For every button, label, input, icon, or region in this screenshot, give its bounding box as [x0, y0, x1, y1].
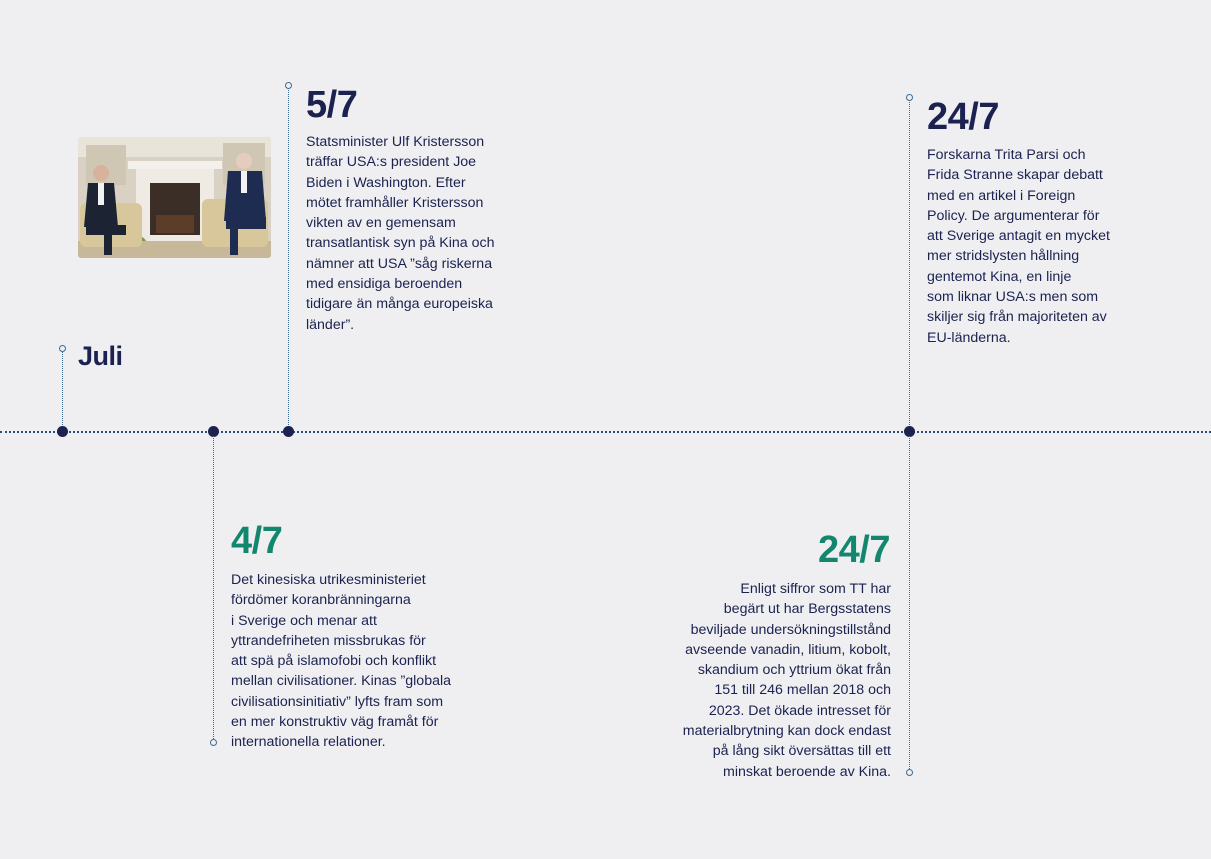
text-line: 151 till 246 mellan 2018 och — [714, 682, 891, 699]
text-line: Frida Stranne skapar debatt — [927, 167, 1103, 184]
text-line: 2023. Det ökade intresset för — [708, 702, 891, 719]
text-line: länder”. — [306, 316, 355, 333]
text-line: nämner att USA ”såg riskerna — [306, 255, 493, 272]
text-line: tidigare än många europeiska — [306, 296, 493, 313]
text-line: minskat beroende av Kina. — [723, 763, 891, 780]
text-line: mötet framhåller Kristersson — [306, 194, 484, 211]
text-line: att Sverige antagit en mycket — [927, 228, 1110, 245]
timeline-dot — [57, 426, 68, 437]
event-description — [927, 145, 1110, 348]
connector-line — [213, 436, 214, 739]
text-line: vikten av en gemensam — [306, 215, 456, 232]
ring-marker — [906, 94, 913, 101]
text-line: transatlantisk syn på Kina och — [306, 235, 495, 252]
text-line: EU-länderna. — [927, 329, 1011, 346]
ring-marker — [285, 82, 292, 89]
event-date: 4/7 — [231, 520, 283, 562]
text-line: civilisationsinitiativ” lyfts fram som — [231, 693, 444, 710]
text-line: Enligt siffror som TT har — [740, 581, 891, 597]
text-line: mer stridslysten hållning — [927, 248, 1080, 265]
text-line: avseende vanadin, litium, kobolt, — [685, 641, 891, 658]
text-line: att spä på islamofobi och konflikt — [231, 653, 437, 670]
ring-marker — [59, 345, 66, 352]
ring-marker — [906, 769, 913, 776]
text-line: mellan civilisationer. Kinas ”globala — [231, 673, 452, 690]
text-line: med ensidiga beroenden — [306, 276, 463, 293]
text-line: skiljer sig från majoriteten av — [927, 309, 1107, 326]
text-line: internationella relationer. — [231, 734, 386, 751]
timeline-axis — [0, 431, 1211, 433]
text-line: fördömer koranbränningarna — [231, 592, 411, 609]
connector-line — [909, 436, 910, 769]
meeting-photo — [78, 137, 271, 258]
text-line: materialbrytning kan dock endast — [682, 723, 891, 740]
text-line: en mer konstruktiv väg framåt för — [231, 714, 439, 731]
text-line: Forskarna Trita Parsi och — [927, 147, 1086, 163]
text-line: Statsminister Ulf Kristersson — [306, 134, 485, 150]
text-line: gentemot Kina, en linje — [927, 268, 1072, 285]
event-date: 5/7 — [306, 84, 358, 126]
text-line: yttrandefriheten missbrukas för — [231, 632, 426, 649]
text-line: begärt ut har Bergsstatens — [723, 601, 891, 618]
event-date: 24/7 — [927, 96, 999, 138]
text-line: i Sverige och menar att — [231, 612, 377, 629]
text-line: Policy. De argumenterar för — [927, 207, 1100, 224]
event-description — [231, 570, 451, 753]
connector-line — [288, 90, 289, 431]
text-line: beviljade undersökningstillstånd — [690, 621, 891, 638]
text-line: på lång sikt översättas till ett — [712, 743, 891, 760]
text-line: med en artikel i Foreign — [927, 187, 1076, 204]
event-description — [590, 579, 891, 782]
month-label: Juli — [78, 341, 123, 371]
event-date: 24/7 — [818, 529, 890, 571]
text-line: träffar USA:s president Joe — [306, 154, 477, 171]
event-description — [306, 132, 494, 335]
text-line: Det kinesiska utrikesministeriet — [231, 572, 426, 588]
text-line: Biden i Washington. Efter — [306, 174, 466, 191]
timeline-dot — [283, 426, 294, 437]
ring-marker — [210, 739, 217, 746]
text-line: skandium och yttrium ökat från — [697, 662, 891, 679]
connector-line — [62, 352, 63, 431]
text-line: som liknar USA:s men som — [927, 289, 1099, 306]
connector-line — [909, 102, 910, 431]
